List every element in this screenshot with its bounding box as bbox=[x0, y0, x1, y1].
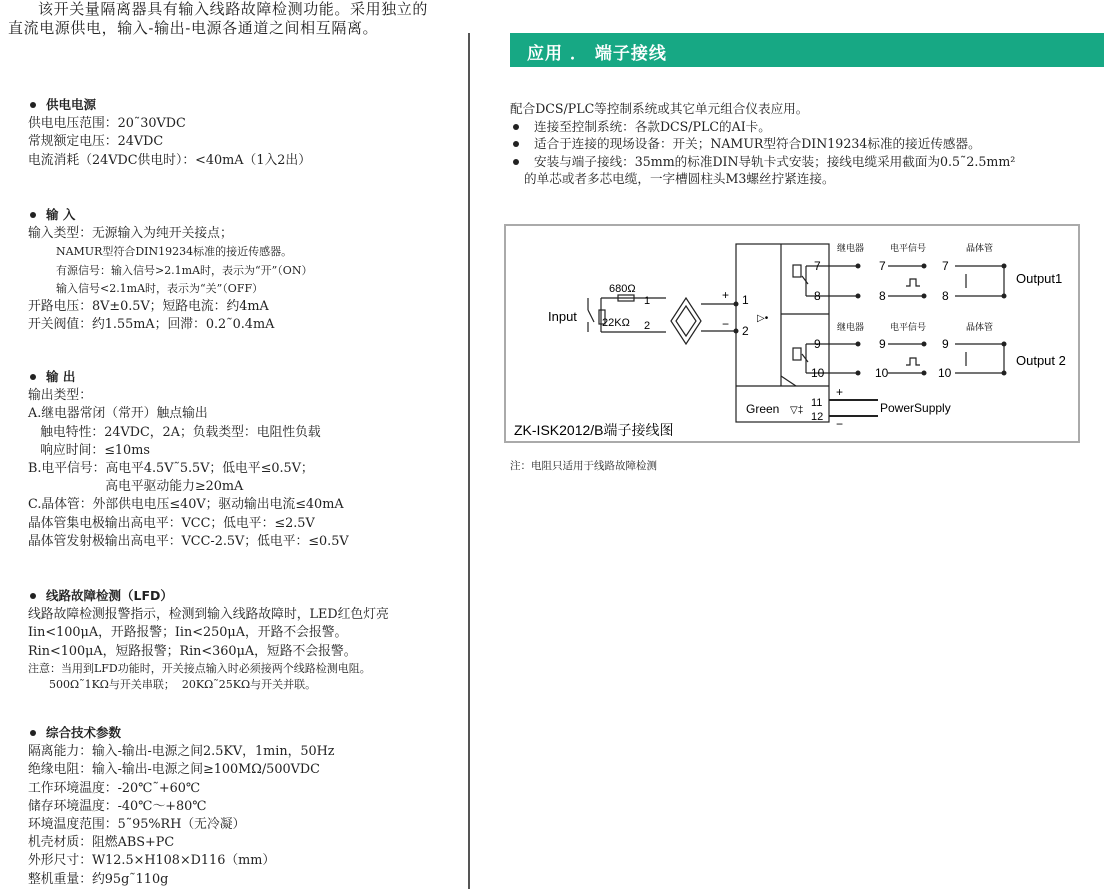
application-intro: 配合DCS/PLC等控制系统或其它单元组合仪表应用。 bbox=[510, 101, 809, 116]
spec-line: 整机重量：约95g˜110g bbox=[28, 871, 169, 887]
column-header-level: 电平信号 bbox=[890, 322, 927, 332]
spec-line: C.晶体管：外部供电电压≤40V；驱动输出电流≤40mA bbox=[28, 497, 344, 513]
column-header-relay: 继电器 bbox=[837, 243, 865, 253]
spec-line: 隔离能力：输入-输出-电源之间2.5KV，1min，50Hz bbox=[28, 744, 335, 760]
terminal-label: 9 bbox=[814, 337, 821, 351]
spec-line: 绝缘电阻：输入-输出-电源之间≥100MΩ/500VDC bbox=[28, 762, 320, 778]
application-bullet: 安装与端子接线：35mm的标准DIN导轨卡式安装；接线电缆采用截面为0.5˜2.5mm² bbox=[510, 153, 1015, 171]
bullet-icon bbox=[30, 102, 36, 108]
device-terminal: 2 bbox=[742, 324, 749, 338]
bullet-icon bbox=[30, 374, 36, 380]
terminal-label: 8 bbox=[814, 289, 821, 303]
note-line: 500Ω˜1KΩ与开关串联； 20KΩ˜25KΩ与开关并联。 bbox=[28, 677, 317, 691]
section-heading: 输 出 bbox=[46, 369, 76, 384]
spec-line: 有源信号：输入信号>2.1mA时，表示为“开”（ON） bbox=[28, 263, 313, 277]
terminal-label: 10 bbox=[875, 366, 889, 380]
led-icon: ▽‡ bbox=[790, 405, 804, 416]
column-header-level: 电平信号 bbox=[890, 243, 927, 253]
section-general bbox=[28, 724, 335, 889]
terminal-label: 7 bbox=[942, 259, 949, 273]
terminal-label: 7 bbox=[879, 259, 886, 273]
terminal-label: 8 bbox=[942, 289, 949, 303]
spec-line: 晶体管集电极输出高电平：VCC；低电平：≤2.5V bbox=[28, 515, 315, 531]
power-supply-label: PowerSupply bbox=[880, 401, 951, 415]
green-led-label: Green bbox=[746, 402, 780, 416]
output1-label: Output1 bbox=[1016, 271, 1063, 286]
device-terminal: 1 bbox=[742, 293, 749, 307]
led-icon: ▷• bbox=[757, 313, 769, 324]
spec-line: 输入类型：无源输入为纯开关接点； bbox=[28, 226, 233, 242]
input-terminal: 2 bbox=[644, 320, 651, 332]
section-heading: 线路故障检测（LFD） bbox=[46, 588, 173, 603]
section-banner bbox=[510, 33, 1104, 67]
spec-line: 晶体管发射极输出高电平：VCC-2.5V；低电平：≤0.5V bbox=[28, 533, 349, 549]
bullet-icon bbox=[30, 212, 36, 218]
spec-line: 储存环境温度：-40℃～+80℃ bbox=[28, 798, 207, 814]
spec-line: 环境温度范围：5˜95%RH（无冷凝） bbox=[28, 817, 246, 833]
input-label: Input bbox=[548, 309, 577, 324]
spec-line: 输入信号<2.1mA时，表示为“关”（OFF） bbox=[28, 281, 264, 295]
application-bullet: 连接至控制系统：各款DCS/PLC的AI卡。 bbox=[510, 118, 1015, 136]
intro-line-2: 直流电源供电，输入-输出-电源各通道之间相互隔离。 bbox=[8, 19, 379, 37]
column-header-transistor: 晶体管 bbox=[966, 322, 994, 332]
banner-title: 应用 ． 端子接线 bbox=[527, 44, 667, 64]
terminal-label: 10 bbox=[811, 366, 825, 380]
intro-line-1: 该开关量隔离器具有输入线路故障检测功能。采用独立的 bbox=[38, 0, 429, 18]
section-output bbox=[28, 368, 349, 551]
spec-line: Rin<100μA，短路报警；Rin<360μA，短路不会报警。 bbox=[28, 643, 357, 659]
spec-line: 输出类型： bbox=[28, 388, 92, 404]
bullet-icon bbox=[30, 593, 36, 599]
terminal-label: 9 bbox=[879, 337, 886, 351]
wiring-diagram-svg bbox=[506, 226, 1078, 441]
spec-line: 常规额定电压：24VDC bbox=[28, 134, 164, 150]
spec-line: 外形尺寸：W12.5×H108×D116（mm） bbox=[28, 853, 276, 869]
terminal-label: 10 bbox=[938, 366, 952, 380]
section-heading: 供电电源 bbox=[46, 97, 97, 112]
plus-sign: + bbox=[836, 385, 844, 399]
note-line: 注意：当用到LFD功能时，开关接点输入时必须接两个线路检测电阻。 bbox=[28, 661, 371, 675]
output2-label: Output 2 bbox=[1016, 353, 1066, 368]
plus-sign: + bbox=[722, 288, 730, 302]
resistor-680-label: 680Ω bbox=[609, 283, 636, 295]
section-power bbox=[28, 96, 311, 170]
column-header-transistor: 晶体管 bbox=[966, 243, 994, 253]
column-header-relay: 继电器 bbox=[837, 322, 865, 332]
spec-line: Iin<100μA，开路报警；Iin<250μA，开路不会报警。 bbox=[28, 625, 348, 641]
spec-line: 工作环境温度：-20℃˜+60℃ bbox=[28, 780, 201, 796]
terminal-label: 7 bbox=[814, 259, 821, 273]
minus-sign: − bbox=[722, 317, 730, 331]
section-lfd bbox=[28, 587, 389, 693]
application-bullet: 适合于连接的现场设备：开关；NAMUR型符合DIN19234标准的接近传感器。 bbox=[510, 135, 1015, 153]
application-continuation: 的单芯或者多芯电缆，一字槽圆柱头M3螺丝拧紧连接。 bbox=[524, 171, 835, 186]
spec-line: 供电电压范围：20˜30VDC bbox=[28, 116, 186, 132]
wiring-diagram bbox=[504, 224, 1080, 443]
spec-line: 线路故障检测报警指示，检测到输入线路故障时，LED红色灯亮 bbox=[28, 607, 389, 623]
spec-line: NAMUR型符合DIN19234标准的接近传感器。 bbox=[28, 245, 293, 259]
spec-line: A.继电器常闭（常开）触点输出 bbox=[28, 406, 208, 422]
resistor-22k-label: 22KΩ bbox=[602, 317, 630, 329]
resistor-note: 注：电阻只适用于线路故障检测 bbox=[510, 460, 657, 472]
spec-line: 开关阀值：约1.55mA；回滞：0.2˜0.4mA bbox=[28, 317, 275, 333]
bullet-icon bbox=[30, 730, 36, 736]
terminal-label: 11 bbox=[811, 397, 823, 409]
application-text bbox=[510, 100, 1015, 188]
spec-line: 响应时间：≤10ms bbox=[28, 442, 150, 458]
intro-paragraph bbox=[8, 0, 458, 38]
diagram-caption: ZK-ISK2012/B端子接线图 bbox=[514, 422, 674, 438]
section-heading: 综合技术参数 bbox=[46, 725, 122, 740]
spec-line: 开路电压：8V±0.5V；短路电流：约4mA bbox=[28, 299, 269, 315]
minus-sign: − bbox=[836, 417, 844, 431]
terminal-label: 9 bbox=[942, 337, 949, 351]
spec-line: B.电平信号：高电平4.5V˜5.5V；低电平≤0.5V； bbox=[28, 461, 314, 477]
terminal-label: 12 bbox=[811, 411, 824, 423]
spec-line: 机壳材质：阻燃ABS+PC bbox=[28, 835, 175, 851]
spec-line: 高电平驱动能力≥20mA bbox=[28, 479, 244, 495]
terminal-label: 8 bbox=[879, 289, 886, 303]
input-terminal: 1 bbox=[644, 295, 651, 307]
section-heading: 输 入 bbox=[46, 207, 76, 222]
spec-line: 触电特性：24VDC，2A；负载类型：电阻性负载 bbox=[28, 424, 321, 440]
section-input bbox=[28, 206, 312, 334]
spec-line: 电流消耗（24VDC供电时）：<40mA（1入2出） bbox=[28, 152, 311, 168]
column-divider bbox=[468, 33, 470, 889]
